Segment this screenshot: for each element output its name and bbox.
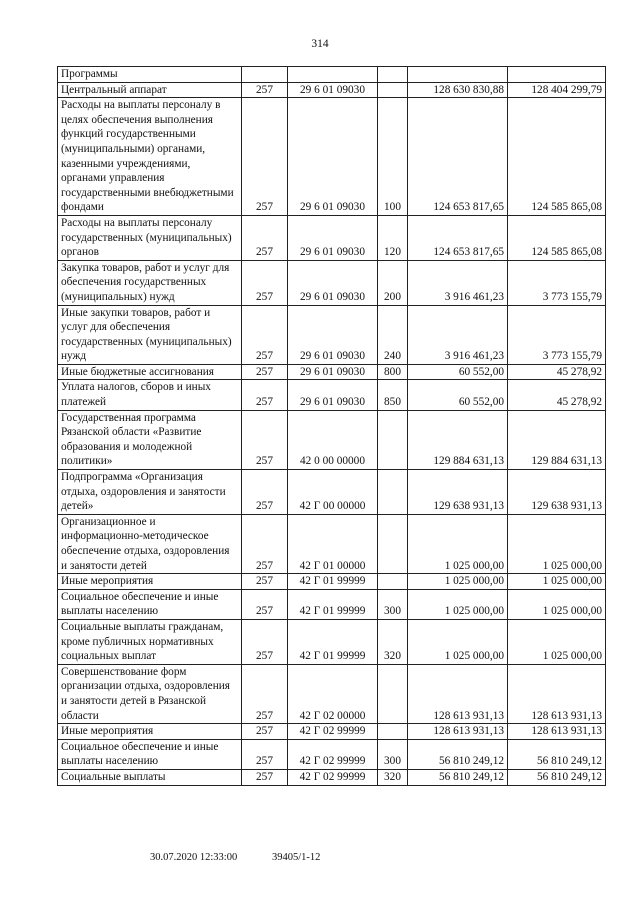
cell-amount-year1: 128 613 931,13 [408,664,508,723]
cell-department-code [242,67,288,83]
cell-expense-name: Расходы на выплаты персоналу государственных (муниципальных) органов [58,215,242,260]
cell-amount-year1: 129 884 631,13 [408,410,508,469]
table-row [58,410,606,469]
cell-amount-year1: 60 552,00 [408,380,508,410]
table-row [58,260,606,305]
cell-amount-year2: 45 278,92 [508,364,606,380]
cell-amount-year2: 3 773 155,79 [508,305,606,364]
document-number: 39405/1-12 [272,852,321,863]
cell-amount-year1: 124 653 817,65 [408,215,508,260]
table-row [58,589,606,619]
cell-target-article: 42 Г 02 99999 [288,724,378,740]
cell-target-article: 42 Г 01 99999 [288,619,378,664]
budget-table-body [58,67,606,786]
cell-expense-name: Государственная программа Рязанской области «Развитие образования и молодежной политики» [58,410,242,469]
cell-amount-year2: 129 884 631,13 [508,410,606,469]
cell-expense-name: Иные мероприятия [58,574,242,590]
page-number: 314 [311,38,329,50]
cell-amount-year1: 1 025 000,00 [408,574,508,590]
cell-target-article: 29 6 01 09030 [288,364,378,380]
cell-amount-year2: 1 025 000,00 [508,574,606,590]
cell-amount-year2: 45 278,92 [508,380,606,410]
cell-target-article [288,67,378,83]
cell-expense-name: Социальные выплаты гражданам, кроме публичных нормативных социальных выплат [58,619,242,664]
table-row [58,724,606,740]
cell-department-code: 257 [242,305,288,364]
cell-expense-type: 300 [378,589,408,619]
cell-expense-name: Социальные выплаты [58,769,242,785]
table-row [58,664,606,723]
cell-department-code: 257 [242,724,288,740]
cell-amount-year2: 124 585 865,08 [508,215,606,260]
cell-expense-type: 800 [378,364,408,380]
cell-department-code: 257 [242,769,288,785]
table-row [58,514,606,573]
cell-expense-name: Иные бюджетные ассигнования [58,364,242,380]
cell-target-article: 29 6 01 09030 [288,305,378,364]
table-row [58,82,606,98]
cell-expense-name: Центральный аппарат [58,82,242,98]
cell-expense-type: 320 [378,769,408,785]
table-row [58,98,606,216]
cell-expense-name: Совершенствование форм организации отдыха, оздоровления и занятости детей в Рязанской области [58,664,242,723]
cell-expense-name: Уплата налогов, сборов и иных платежей [58,380,242,410]
cell-amount-year2: 1 025 000,00 [508,619,606,664]
cell-amount-year1: 129 638 931,13 [408,470,508,515]
cell-target-article: 29 6 01 09030 [288,380,378,410]
cell-expense-type [378,82,408,98]
cell-amount-year1: 60 552,00 [408,364,508,380]
cell-target-article: 42 Г 01 99999 [288,574,378,590]
cell-expense-type [378,574,408,590]
cell-expense-name: Закупка товаров, работ и услуг для обеспечения государственных (муниципальных) нужд [58,260,242,305]
cell-expense-type [378,724,408,740]
cell-expense-name: Организационное и информационно-методическое обеспечение отдыха, оздоровления и занятости детей [58,514,242,573]
table-row [58,380,606,410]
cell-expense-name: Подпрограмма «Организация отдыха, оздоровления и занятости детей» [58,470,242,515]
cell-target-article: 42 Г 02 99999 [288,769,378,785]
cell-expense-name: Социальное обеспечение и иные выплаты населению [58,739,242,769]
cell-target-article: 29 6 01 09030 [288,260,378,305]
table-row [58,769,606,785]
cell-expense-name: Иные закупки товаров, работ и услуг для обеспечения государственных (муниципальных) нужд [58,305,242,364]
cell-department-code: 257 [242,739,288,769]
cell-amount-year2: 124 585 865,08 [508,98,606,216]
cell-department-code: 257 [242,470,288,515]
cell-department-code: 257 [242,514,288,573]
cell-amount-year2: 56 810 249,12 [508,769,606,785]
table-row [58,364,606,380]
cell-department-code: 257 [242,574,288,590]
cell-expense-type [378,664,408,723]
cell-amount-year1 [408,67,508,83]
cell-expense-type [378,67,408,83]
cell-department-code: 257 [242,380,288,410]
cell-amount-year1: 56 810 249,12 [408,739,508,769]
cell-target-article: 29 6 01 09030 [288,98,378,216]
cell-expense-type [378,470,408,515]
cell-amount-year1: 128 613 931,13 [408,724,508,740]
cell-target-article: 42 Г 00 00000 [288,470,378,515]
cell-target-article: 42 0 00 00000 [288,410,378,469]
table-row [58,739,606,769]
table-row [58,619,606,664]
cell-amount-year1: 56 810 249,12 [408,769,508,785]
print-timestamp: 30.07.2020 12:33:00 [150,852,238,863]
table-row [58,67,606,83]
cell-amount-year2: 128 404 299,79 [508,82,606,98]
cell-amount-year2: 129 638 931,13 [508,470,606,515]
cell-amount-year1: 3 916 461,23 [408,305,508,364]
cell-department-code: 257 [242,664,288,723]
cell-target-article: 42 Г 02 00000 [288,664,378,723]
cell-department-code: 257 [242,98,288,216]
cell-amount-year1: 1 025 000,00 [408,514,508,573]
cell-amount-year1: 3 916 461,23 [408,260,508,305]
table-row [58,305,606,364]
cell-amount-year1: 1 025 000,00 [408,589,508,619]
cell-expense-type: 320 [378,619,408,664]
cell-target-article: 29 6 01 09030 [288,82,378,98]
cell-amount-year2: 1 025 000,00 [508,514,606,573]
cell-target-article: 29 6 01 09030 [288,215,378,260]
table-row [58,215,606,260]
cell-amount-year1: 1 025 000,00 [408,619,508,664]
cell-expense-type [378,514,408,573]
cell-department-code: 257 [242,619,288,664]
cell-target-article: 42 Г 01 99999 [288,589,378,619]
cell-expense-type: 850 [378,380,408,410]
cell-department-code: 257 [242,215,288,260]
cell-expense-type: 300 [378,739,408,769]
cell-amount-year1: 124 653 817,65 [408,98,508,216]
cell-amount-year2: 128 613 931,13 [508,724,606,740]
cell-department-code: 257 [242,82,288,98]
cell-expense-name: Социальное обеспечение и иные выплаты населению [58,589,242,619]
cell-expense-type: 200 [378,260,408,305]
cell-expense-type: 100 [378,98,408,216]
cell-expense-type: 120 [378,215,408,260]
cell-expense-name: Расходы на выплаты персоналу в целях обеспечения выполнения функций государственными (муниципальными) органами, казенными учреждениями, органами управления государственными внебюджетными фондами [58,98,242,216]
table-row [58,574,606,590]
cell-expense-type [378,410,408,469]
cell-expense-name: Иные мероприятия [58,724,242,740]
cell-department-code: 257 [242,410,288,469]
cell-expense-name: Программы [58,67,242,83]
cell-amount-year2 [508,67,606,83]
cell-amount-year2: 56 810 249,12 [508,739,606,769]
cell-target-article: 42 Г 01 00000 [288,514,378,573]
cell-target-article: 42 Г 02 99999 [288,739,378,769]
cell-department-code: 257 [242,260,288,305]
cell-department-code: 257 [242,589,288,619]
cell-amount-year2: 1 025 000,00 [508,589,606,619]
cell-amount-year1: 128 630 830,88 [408,82,508,98]
cell-amount-year2: 3 773 155,79 [508,260,606,305]
table-row [58,470,606,515]
budget-table [57,66,606,786]
cell-department-code: 257 [242,364,288,380]
cell-amount-year2: 128 613 931,13 [508,664,606,723]
cell-expense-type: 240 [378,305,408,364]
